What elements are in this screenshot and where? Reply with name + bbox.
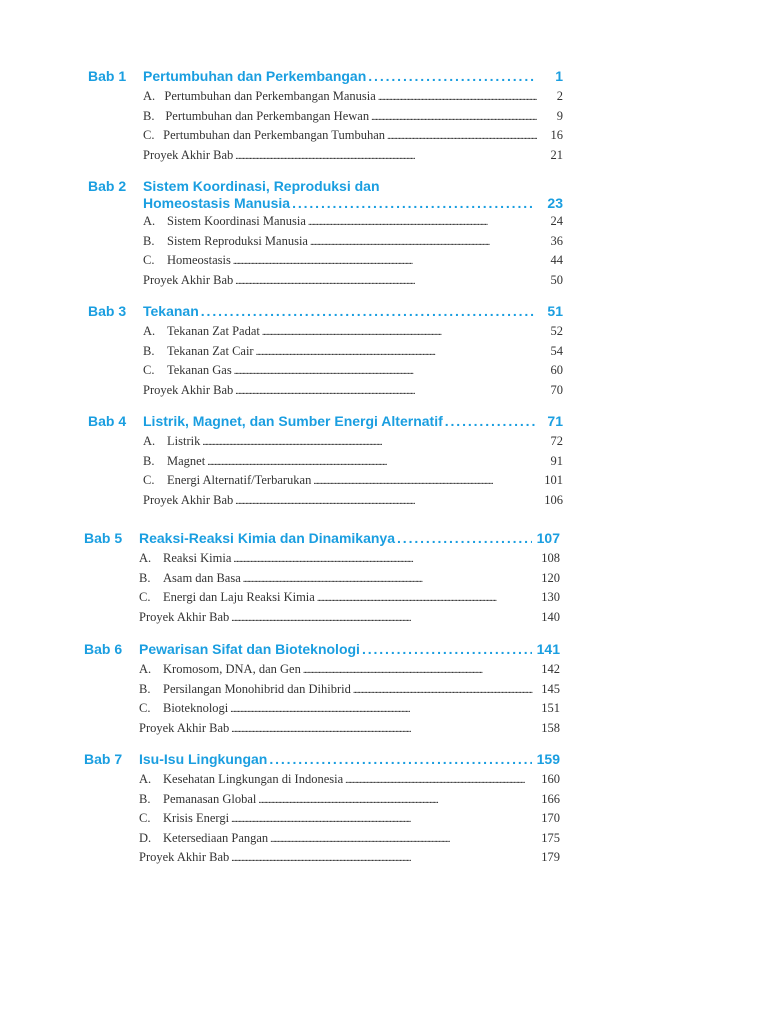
entry-letter: C. bbox=[143, 253, 155, 268]
dot-leader bbox=[207, 454, 537, 469]
entry-letter: B. bbox=[139, 791, 151, 806]
dot-leader bbox=[256, 344, 537, 359]
entry-title: Energi Alternatif/Terbarukan bbox=[167, 473, 312, 488]
toc-entry[interactable] bbox=[143, 128, 563, 143]
dot-leader bbox=[231, 850, 534, 865]
entry-page-number: 21 bbox=[550, 147, 563, 162]
toc-entry[interactable] bbox=[139, 701, 560, 716]
chapter-page-number: 23 bbox=[547, 195, 563, 211]
entry-letter: C. bbox=[139, 811, 151, 826]
entry-page-number: 106 bbox=[544, 492, 563, 507]
entry-title: Proyek Akhir Bab bbox=[143, 492, 234, 507]
entry-page-number: 170 bbox=[541, 811, 560, 826]
chapter-title-line bbox=[143, 68, 563, 84]
entry-page-number: 145 bbox=[541, 681, 560, 696]
dot-leader bbox=[308, 214, 537, 229]
dot-leader bbox=[397, 530, 532, 546]
entry-title: Proyek Akhir Bab bbox=[143, 272, 234, 287]
entry-title: Tekanan Zat Cair bbox=[167, 343, 254, 358]
toc-entry[interactable] bbox=[143, 109, 563, 124]
entry-letter: B. bbox=[143, 453, 155, 468]
toc-entry[interactable] bbox=[139, 792, 560, 807]
entry-title: Ketersediaan Pangan bbox=[163, 830, 269, 845]
toc-entry[interactable] bbox=[139, 682, 560, 697]
dot-leader bbox=[235, 383, 537, 398]
toc-entry[interactable] bbox=[143, 344, 563, 359]
chapter-title: Pewarisan Sifat dan Bioteknologi bbox=[139, 641, 360, 657]
entry-title: Sistem Reproduksi Manusia bbox=[167, 233, 308, 248]
dot-leader bbox=[201, 303, 535, 319]
chapter-label: Bab 4 bbox=[88, 413, 127, 429]
entry-letter: A. bbox=[143, 434, 156, 448]
dot-leader bbox=[202, 434, 537, 449]
chapter-title-line bbox=[139, 530, 560, 546]
toc-entry[interactable] bbox=[139, 772, 560, 787]
chapter-title: Isu-Isu Lingkungan bbox=[139, 751, 268, 767]
entry-title: Pertumbuhan dan Perkembangan Hewan bbox=[165, 108, 370, 123]
dot-leader bbox=[231, 811, 534, 826]
entry-letter: C. bbox=[139, 701, 151, 716]
entry-page-number: 44 bbox=[550, 253, 563, 268]
entry-letter: B. bbox=[139, 681, 151, 696]
dot-leader bbox=[258, 792, 534, 807]
entry-letter: A. bbox=[143, 324, 156, 338]
entry-page-number: 60 bbox=[550, 363, 563, 378]
entry-letter: C. bbox=[139, 590, 151, 605]
entry-title: Magnet bbox=[167, 453, 206, 468]
dot-leader bbox=[243, 571, 534, 586]
entry-letter: A. bbox=[143, 89, 156, 103]
toc-entry[interactable] bbox=[143, 473, 563, 488]
dot-leader bbox=[231, 721, 534, 736]
entry-page-number: 160 bbox=[541, 772, 560, 786]
chapter-title: Listrik, Magnet, dan Sumber Energi Alternatif bbox=[143, 413, 443, 429]
entry-page-number: 142 bbox=[541, 662, 560, 676]
toc-entry[interactable] bbox=[139, 850, 560, 865]
toc-entry[interactable] bbox=[143, 434, 563, 449]
entry-page-number: 16 bbox=[550, 128, 563, 143]
chapter-title: Reaksi-Reaksi Kimia dan Dinamikanya bbox=[139, 530, 396, 546]
dot-leader bbox=[317, 590, 534, 605]
entry-title: Kesehatan Lingkungan di Indonesia bbox=[163, 772, 344, 786]
dot-leader bbox=[368, 68, 535, 84]
toc-entry[interactable] bbox=[139, 811, 560, 826]
chapter-title-line bbox=[143, 303, 563, 319]
toc-entry[interactable] bbox=[143, 89, 563, 104]
dot-leader bbox=[233, 551, 534, 566]
entry-page-number: 130 bbox=[541, 590, 560, 605]
entry-title: Reaksi Kimia bbox=[163, 551, 232, 565]
entry-page-number: 158 bbox=[541, 720, 560, 735]
toc-entry[interactable] bbox=[143, 273, 563, 288]
dot-leader bbox=[230, 701, 534, 716]
entry-page-number: 179 bbox=[541, 850, 560, 865]
entry-letter: B. bbox=[143, 343, 155, 358]
entry-page-number: 9 bbox=[556, 108, 563, 123]
entry-title: Pemanasan Global bbox=[163, 791, 257, 806]
entry-title: Tekanan Gas bbox=[167, 363, 232, 378]
entry-title: Bioteknologi bbox=[163, 701, 229, 716]
chapter-title: Tekanan bbox=[143, 303, 199, 319]
chapter-page-number: 1 bbox=[555, 68, 563, 84]
entry-page-number: 101 bbox=[544, 473, 563, 488]
dot-leader bbox=[378, 89, 537, 104]
dot-leader bbox=[269, 751, 532, 767]
entry-title: Kromosom, DNA, dan Gen bbox=[163, 662, 301, 676]
dot-leader bbox=[235, 493, 537, 508]
chapter-title-line bbox=[143, 178, 563, 194]
entry-title: Proyek Akhir Bab bbox=[139, 720, 230, 735]
chapter-label: Bab 1 bbox=[88, 68, 127, 84]
entry-title: Proyek Akhir Bab bbox=[143, 382, 234, 397]
chapter-title: Pertumbuhan dan Perkembangan bbox=[143, 68, 367, 84]
chapter-page-number: 159 bbox=[536, 751, 560, 767]
entry-page-number: 120 bbox=[541, 570, 560, 585]
dot-leader bbox=[313, 473, 537, 488]
entry-title: Krisis Energi bbox=[163, 811, 230, 826]
entry-title: Pertumbuhan dan Perkembangan Manusia bbox=[164, 89, 376, 103]
chapter-label: Bab 2 bbox=[88, 178, 127, 194]
entry-title: Tekanan Zat Padat bbox=[167, 324, 260, 338]
entry-page-number: 72 bbox=[550, 434, 563, 448]
dot-leader bbox=[262, 324, 537, 339]
entry-letter: A. bbox=[139, 662, 152, 676]
chapter-page-number: 71 bbox=[547, 413, 563, 429]
toc-entry[interactable] bbox=[143, 253, 563, 268]
toc-entry[interactable] bbox=[139, 551, 560, 566]
toc-entry[interactable] bbox=[143, 214, 563, 229]
entry-title: Sistem Koordinasi Manusia bbox=[167, 214, 306, 228]
chapter-page-number: 107 bbox=[536, 530, 560, 546]
chapter-title: Homeostasis Manusia bbox=[143, 195, 291, 211]
entry-page-number: 54 bbox=[550, 343, 563, 358]
entry-title: Persilangan Monohibrid dan Dihibrid bbox=[163, 681, 351, 696]
entry-letter: D. bbox=[139, 830, 152, 845]
toc-entry[interactable] bbox=[139, 590, 560, 605]
dot-leader bbox=[292, 195, 535, 211]
entry-title: Proyek Akhir Bab bbox=[139, 609, 230, 624]
entry-page-number: 52 bbox=[550, 324, 563, 338]
entry-letter: A. bbox=[139, 551, 152, 565]
toc-entry[interactable] bbox=[139, 571, 560, 586]
dot-leader bbox=[445, 413, 535, 429]
entry-page-number: 166 bbox=[541, 791, 560, 806]
dot-leader bbox=[387, 128, 537, 143]
dot-leader bbox=[270, 831, 534, 846]
entry-letter: B. bbox=[143, 233, 155, 248]
entry-page-number: 24 bbox=[550, 214, 563, 228]
entry-title: Proyek Akhir Bab bbox=[143, 147, 234, 162]
dot-leader bbox=[233, 253, 537, 268]
dot-leader bbox=[231, 610, 534, 625]
entry-page-number: 140 bbox=[541, 609, 560, 624]
chapter-label: Bab 6 bbox=[84, 641, 123, 657]
toc-entry[interactable] bbox=[143, 234, 563, 249]
chapter-label: Bab 3 bbox=[88, 303, 127, 319]
entry-letter: B. bbox=[139, 570, 151, 585]
toc-entry[interactable] bbox=[143, 454, 563, 469]
entry-title: Pertumbuhan dan Perkembangan Tumbuhan bbox=[163, 128, 386, 143]
entry-page-number: 91 bbox=[550, 453, 563, 468]
entry-letter: B. bbox=[143, 108, 155, 123]
chapter-page-number: 141 bbox=[536, 641, 560, 657]
chapter-label: Bab 7 bbox=[84, 751, 123, 767]
entry-letter: A. bbox=[139, 772, 152, 786]
toc-entry[interactable] bbox=[143, 148, 563, 163]
chapter-title-line bbox=[139, 641, 560, 657]
dot-leader bbox=[235, 273, 537, 288]
entry-page-number: 175 bbox=[541, 830, 560, 845]
toc-entry[interactable] bbox=[143, 383, 563, 398]
entry-page-number: 70 bbox=[550, 382, 563, 397]
chapter-page-number: 51 bbox=[547, 303, 563, 319]
entry-page-number: 50 bbox=[550, 272, 563, 287]
dot-leader bbox=[234, 363, 537, 378]
entry-page-number: 36 bbox=[550, 233, 563, 248]
entry-title: Proyek Akhir Bab bbox=[139, 850, 230, 865]
entry-letter: C. bbox=[143, 128, 155, 143]
chapter-label: Bab 5 bbox=[84, 530, 123, 546]
dot-leader bbox=[235, 148, 537, 163]
chapter-title-line bbox=[143, 413, 563, 429]
entry-title: Energi dan Laju Reaksi Kimia bbox=[163, 590, 315, 605]
chapter-title: Sistem Koordinasi, Reproduksi dan bbox=[143, 178, 380, 194]
chapter-title-line bbox=[139, 751, 560, 767]
toc-entry[interactable] bbox=[143, 363, 563, 378]
toc-entry[interactable] bbox=[143, 324, 563, 339]
entry-page-number: 108 bbox=[541, 551, 560, 565]
dot-leader bbox=[345, 772, 534, 787]
entry-title: Asam dan Basa bbox=[163, 570, 241, 585]
entry-letter: C. bbox=[143, 363, 155, 378]
entry-title: Homeostasis bbox=[167, 253, 231, 268]
dot-leader bbox=[353, 682, 534, 697]
toc-entry[interactable] bbox=[139, 662, 560, 677]
toc-entry[interactable] bbox=[143, 493, 563, 508]
entry-letter: C. bbox=[143, 473, 155, 488]
dot-leader bbox=[303, 662, 534, 677]
toc-entry[interactable] bbox=[139, 610, 560, 625]
toc-entry[interactable] bbox=[139, 721, 560, 736]
dot-leader bbox=[310, 234, 537, 249]
dot-leader bbox=[371, 109, 537, 124]
entry-page-number: 2 bbox=[556, 89, 563, 103]
chapter-title-line bbox=[143, 195, 563, 211]
dot-leader bbox=[362, 641, 532, 657]
entry-page-number: 151 bbox=[541, 701, 560, 716]
toc-entry[interactable] bbox=[139, 831, 560, 846]
entry-title: Listrik bbox=[167, 434, 201, 448]
entry-letter: A. bbox=[143, 214, 156, 228]
